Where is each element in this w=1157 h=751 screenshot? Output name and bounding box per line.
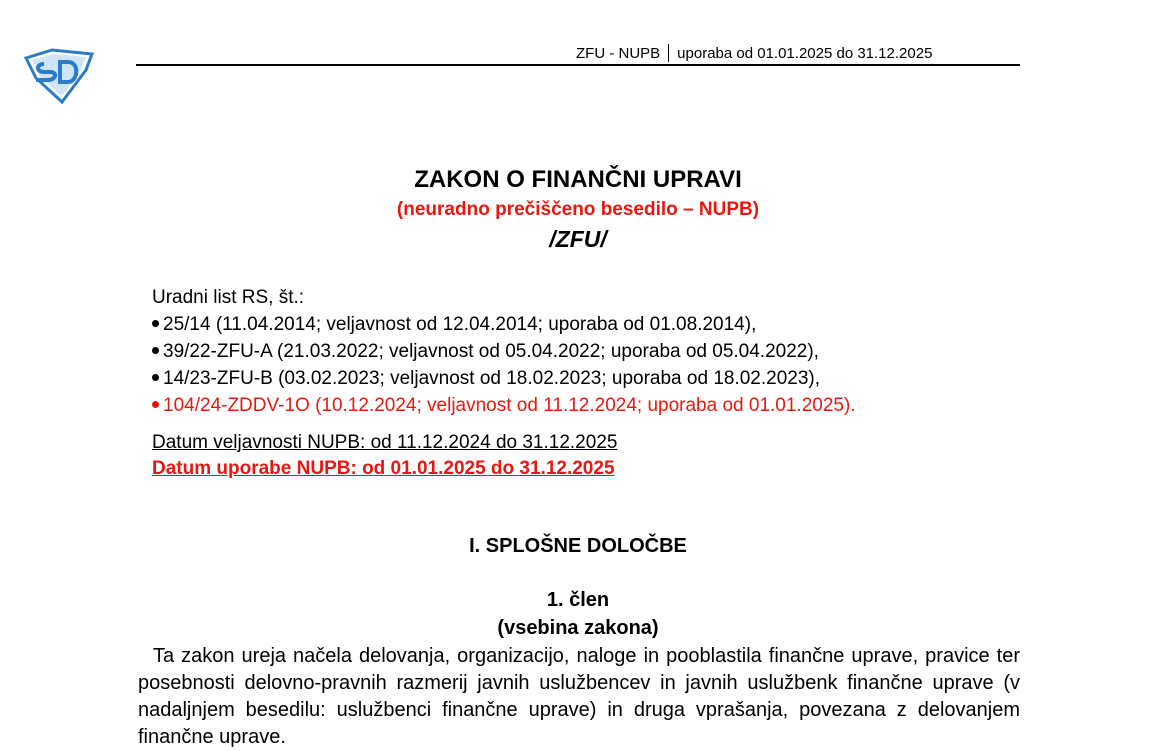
law-subtitle: (neuradno prečiščeno besedilo – NUPB) [396, 199, 760, 220]
running-header [576, 44, 932, 62]
bullet-icon [152, 320, 159, 327]
article-number: 1. člen [546, 589, 610, 611]
article-body: Ta zakon ureja načela delovanja, organizacijo, naloge in pooblastila finančne uprave, pravice ter posebnosti delovno-pravnih razmerij javnih uslužbencev in javnih uslužbenk finančne uprave (v nadaljnjem besedilu: uslužbenci finančne uprave) in druga vprašanja, povezana z delovanjem finančne uprave. [138, 645, 1020, 748]
bullet-icon [152, 401, 159, 408]
validity-date: Datum veljavnosti NUPB: od 11.12.2024 do 31.12.2025 [152, 432, 618, 453]
validity-dates [152, 430, 617, 482]
header-doc-code: ZFU - NUPB [576, 45, 661, 62]
law-title: ZAKON O FINANČNI UPRAVI [414, 166, 742, 193]
gazette-references [152, 284, 856, 419]
header-usage-period: uporaba od 01.01.2025 do 31.12.2025 [677, 45, 933, 62]
gazette-item: 39/22-ZFU-A (21.03.2022; veljavnost od 05.04.2022; uporaba od 05.04.2022), [152, 338, 856, 365]
sd-shield-logo-icon [22, 48, 96, 104]
bullet-icon [152, 374, 159, 381]
gazette-item: 14/23-ZFU-B (03.02.2023; veljavnost od 18.02.2023; uporaba od 18.02.2023), [152, 365, 856, 392]
gazette-item-latest: 104/24-ZDDV-1O (10.12.2024; veljavnost od 11.12.2024; uporaba od 01.01.2025). [152, 392, 856, 419]
article-title: (vsebina zakona) [497, 617, 659, 639]
header-rule [136, 64, 1020, 66]
chapter-heading: I. SPLOŠNE DOLOČBE [469, 535, 687, 557]
usage-date: Datum uporabe NUPB: od 01.01.2025 do 31.12.2025 [152, 458, 615, 479]
law-abbreviation: /ZFU/ [549, 226, 607, 252]
header-separator [668, 44, 669, 62]
gazette-label: Uradni list RS, št.: [152, 287, 305, 308]
bullet-icon [152, 347, 159, 354]
gazette-item: 25/14 (11.04.2014; veljavnost od 12.04.2014; uporaba od 01.08.2014), [152, 311, 856, 338]
